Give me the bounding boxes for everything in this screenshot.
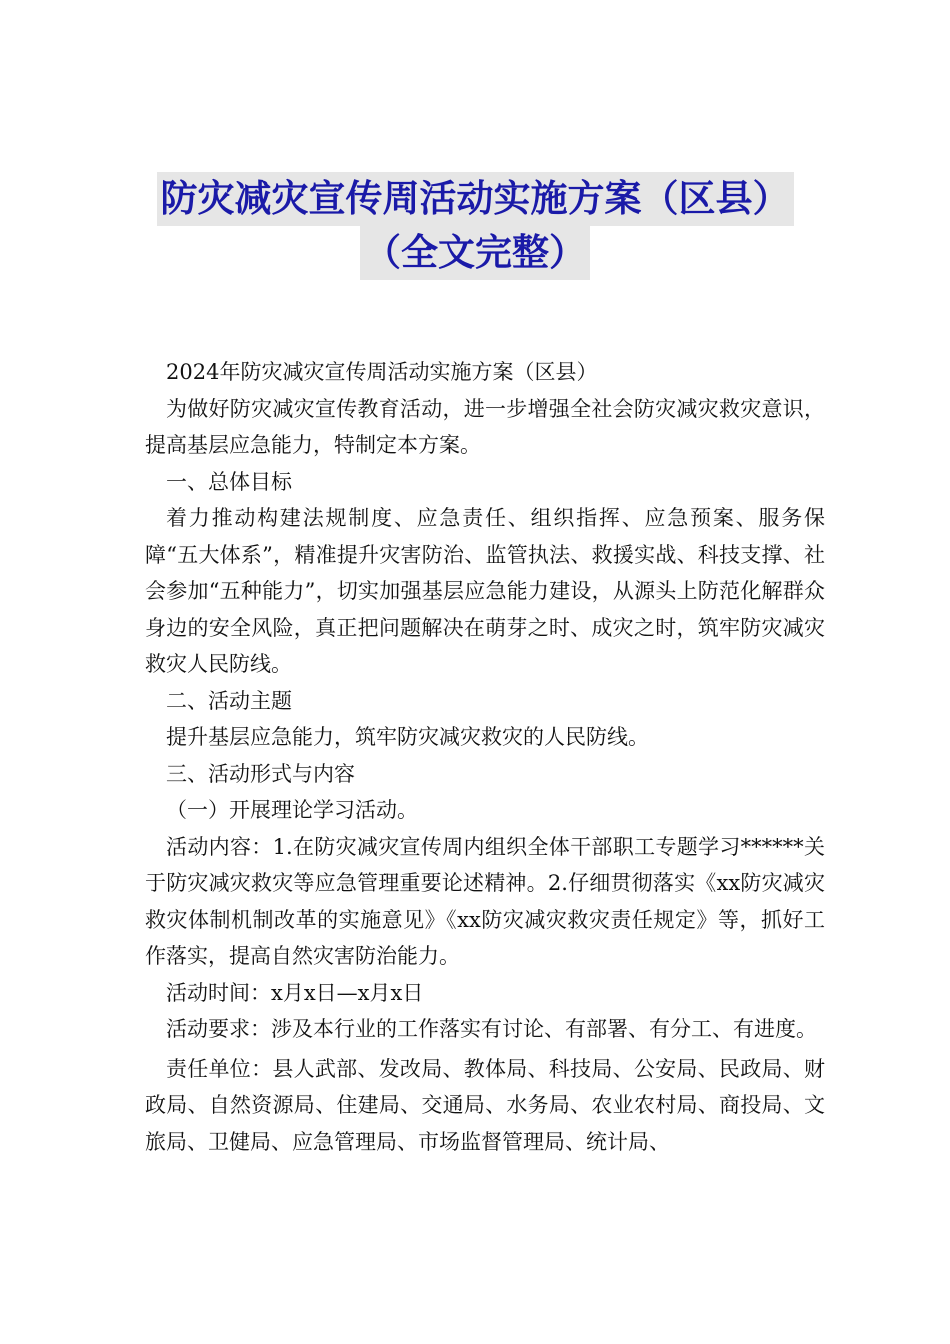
- paragraph-activity-requirements: 活动要求：涉及本行业的工作落实有讨论、有部署、有分工、有进度。: [166, 1017, 817, 1041]
- paragraph-goals: 着力推动构建法规制度、应急责任、组织指挥、应急预案、服务保障“五大体系”，精准提升灾害防治、监管执法、救援实战、科技支撑、社会参加“五种能力”，切实加强基层应急能力建设，从源头上防范化解群众身边的安全风险，真正把问题解决在萌芽之时、成灾之时，筑牢防灾减灾救灾人民防线。: [145, 506, 825, 676]
- paragraph-activity-content: 活动内容：1.在防灾减灾宣传周内组织全体干部职工专题学习******关于防灾减灾救灾等应急管理重要论述精神。2.仔细贯彻落实《xx防灾减灾救灾体制机制改革的实施意见》《xx防灾减灾救灾责任规定》等，抓好工作落实，提高自然灾害防治能力。: [145, 834, 825, 968]
- paragraph-theme: 提升基层应急能力，筑牢防灾减灾救灾的人民防线。: [166, 725, 649, 749]
- title-line-2: （全文完整）: [360, 226, 590, 280]
- document-body: [145, 354, 825, 1160]
- paragraph-intro: 为做好防灾减灾宣传教育活动，进一步增强全社会防灾减灾救灾意识，提高基层应急能力，特制定本方案。: [145, 396, 825, 457]
- paragraph-subtitle: 2024年防灾减灾宣传周活动实施方案（区县）: [166, 360, 598, 384]
- heading-section-3: 三、活动形式与内容: [166, 761, 355, 786]
- heading-section-2: 二、活动主题: [166, 688, 292, 713]
- title-line-1: 防灾减灾宣传周活动实施方案（区县）: [157, 172, 794, 226]
- heading-subsection-1: （一）开展理论学习活动。: [166, 798, 418, 822]
- document-title: [0, 172, 950, 280]
- heading-section-1: 一、总体目标: [166, 469, 292, 494]
- paragraph-responsible-units: 责任单位：县人武部、发改局、教体局、科技局、公安局、民政局、财政局、自然资源局、住建局、交通局、水务局、农业农村局、商投局、文旅局、卫健局、应急管理局、市场监督管理局、统计局、: [145, 1056, 825, 1154]
- paragraph-activity-time: 活动时间：x月x日—x月x日: [166, 980, 424, 1005]
